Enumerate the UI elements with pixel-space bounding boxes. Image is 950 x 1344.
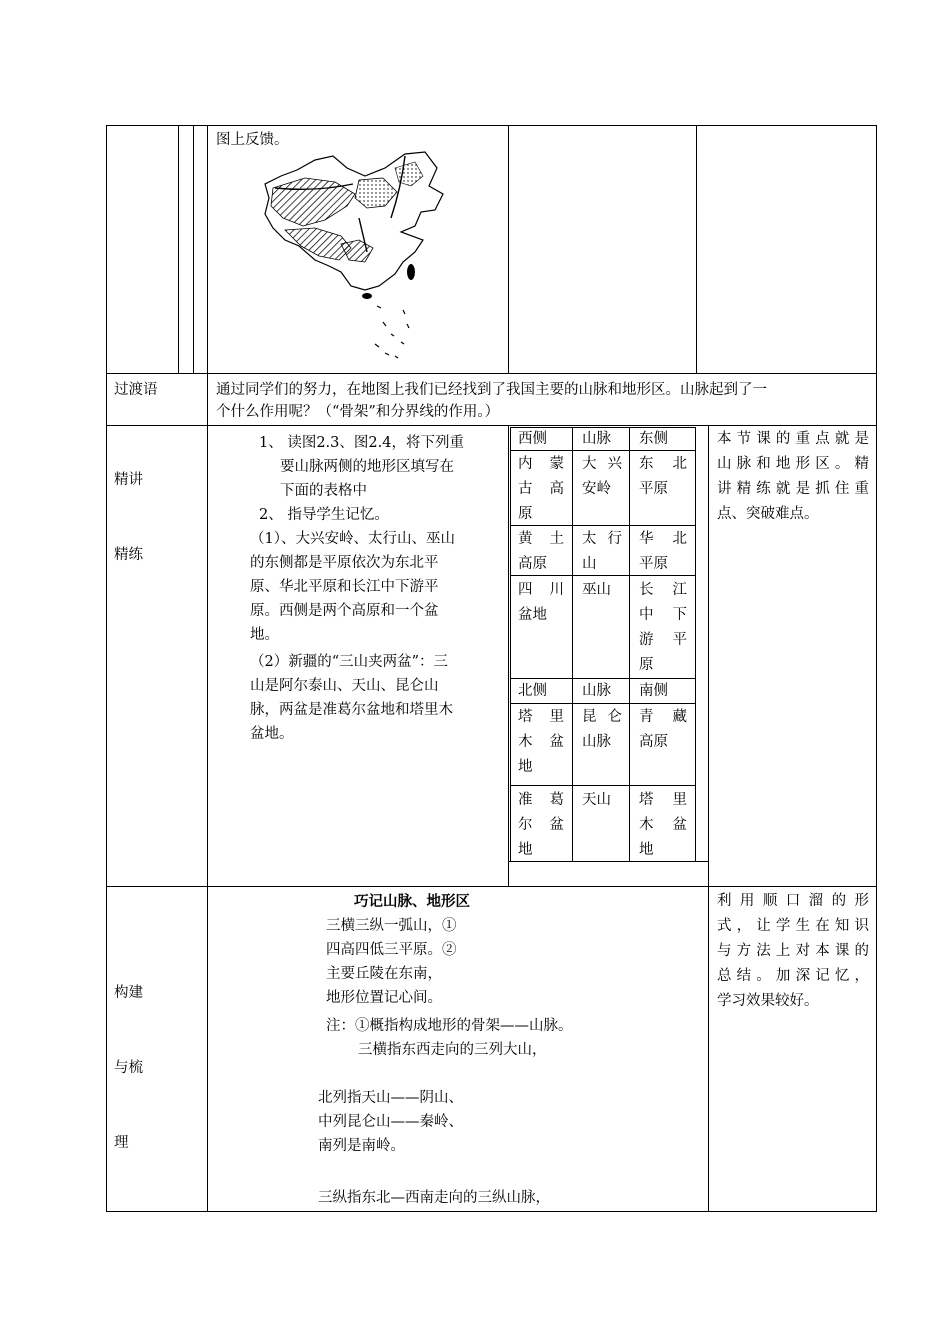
table-header-south: 南侧 xyxy=(639,683,668,699)
row1-col-divider-b xyxy=(193,125,194,374)
table-cell: 天山 xyxy=(582,792,611,808)
table-cell: 内 蒙 古 高 原 xyxy=(518,456,564,522)
table-header-west: 西侧 xyxy=(518,431,547,447)
table-header-mountain: 山脉 xyxy=(582,431,611,447)
memory-note-line: 的东侧都是平原依次为东北平 xyxy=(250,555,439,571)
inner-table-line xyxy=(510,703,696,704)
table-cell: 青 藏 高原 xyxy=(639,709,687,750)
row3-col-divider-c xyxy=(708,425,709,887)
teaching-note: 本节课的重点就是 山脉和地形区。精 讲精练就是抓住重 点、突破难点。 xyxy=(717,431,869,522)
table-cell: 巫山 xyxy=(582,582,611,598)
instruction-line: 2、 指导学生记忆。 xyxy=(259,507,389,523)
row3-col-divider-a xyxy=(207,425,208,887)
table-header-east: 东侧 xyxy=(639,431,668,447)
memory-note-line: 地。 xyxy=(250,627,279,643)
instruction-line: 要山脉两侧的地形区填写在 xyxy=(280,459,454,475)
memory-note-line: 原。西侧是两个高原和一个盆 xyxy=(250,603,439,619)
row-label-transition: 过渡语 xyxy=(114,382,158,398)
table-cell: 太 行 山 xyxy=(582,531,622,572)
row1-col-divider-a xyxy=(178,125,179,374)
memory-note-line: 盆地。 xyxy=(250,726,294,742)
row1-col-divider-e xyxy=(696,125,697,374)
mnemonic-line: 三纵指东北—西南走向的三纵山脉， xyxy=(318,1190,550,1206)
mnemonic-line: 中列昆仑山——秦岭、 xyxy=(318,1114,463,1130)
mnemonic-line: 三横指东西走向的三列大山， xyxy=(358,1042,547,1058)
row-divider-2 xyxy=(106,425,877,426)
row-label-practice: 精练 xyxy=(114,547,143,563)
row-label-lecture: 精讲 xyxy=(114,472,143,488)
inner-table-line xyxy=(695,427,696,862)
table-cell: 塔 里 木 盆 地 xyxy=(639,792,687,858)
memory-note-line: 山是阿尔泰山、天山、昆仑山 xyxy=(250,678,439,694)
table-header-north: 北侧 xyxy=(518,683,547,699)
memory-note-line: 原、华北平原和长江中下游平 xyxy=(250,579,439,595)
memory-note-line: （1）、大兴安岭、太行山、巫山 xyxy=(250,531,455,547)
table-top-border xyxy=(106,125,877,126)
transition-text-line-1: 通过同学们的努力，在地图上我们已经找到了我国主要的山脉和地形区。山脉起到了一 xyxy=(216,382,767,398)
table-cell: 华 北 平原 xyxy=(639,531,687,572)
row4-col-divider-a xyxy=(207,886,208,1212)
row1-col-divider-d xyxy=(508,125,509,374)
row1-col-divider-c xyxy=(207,125,208,374)
row-label-organize: 理 xyxy=(114,1135,129,1151)
table-left-border xyxy=(106,125,107,1212)
memory-note-line: 脉，两盆是准葛尔盆地和塔里木 xyxy=(250,702,453,718)
mnemonic-line: 三横三纵一弧山，① xyxy=(326,918,457,934)
row-label-build: 构建 xyxy=(114,985,143,1001)
row4-col-divider-b xyxy=(708,886,709,1212)
mnemonic-line: 主要丘陵在东南， xyxy=(326,966,442,982)
china-terrain-map xyxy=(255,148,455,363)
row-divider-3 xyxy=(106,886,877,887)
map-caption: 图上反馈。 xyxy=(216,132,289,148)
table-cell: 昆 仑 山脉 xyxy=(582,709,622,750)
inner-table-line xyxy=(572,427,573,862)
inner-table-line xyxy=(510,785,696,786)
mnemonic-line: 南列是南岭。 xyxy=(318,1138,405,1154)
teaching-note: 利用顺口溜的形 式，让学生在知识 与方法上对本课的 总结。加深记忆， 学习效果较好。 xyxy=(717,893,869,1009)
inner-table-line xyxy=(629,427,630,862)
transition-text-line-2: 个什么作用呢？（“骨架”和分界线的作用。） xyxy=(216,404,500,420)
table-cell: 大兴 安岭 xyxy=(582,456,622,497)
table-right-border xyxy=(876,125,877,1212)
table-cell: 东 北 平原 xyxy=(639,456,687,497)
inner-table-line xyxy=(510,427,511,862)
mnemonic-line: 注：①概指构成地形的骨架——山脉。 xyxy=(326,1018,573,1034)
instruction-line: 下面的表格中 xyxy=(280,483,367,499)
row-label-sort: 与梳 xyxy=(114,1060,143,1076)
table-bottom-border xyxy=(106,1211,877,1212)
memory-note-line: （2）新疆的“三山夹两盆”：三 xyxy=(250,654,449,670)
row3-col-divider-b xyxy=(508,425,509,887)
table-cell: 准 葛 尔 盆 地 xyxy=(518,792,564,858)
table-cell: 四 川 盆地 xyxy=(518,582,564,623)
table-header-mountain: 山脉 xyxy=(582,683,611,699)
row2-col-divider xyxy=(207,373,208,426)
mnemonic-line: 北列指天山——阴山、 xyxy=(318,1090,463,1106)
mnemonic-line: 四高四低三平原。② xyxy=(326,942,457,958)
instruction-line: 1、 读图2.3、图2.4，将下列重 xyxy=(259,435,464,451)
mnemonic-line: 地形位置记心间。 xyxy=(326,990,442,1006)
table-cell: 塔 里 木 盆 地 xyxy=(518,709,564,775)
table-cell: 长 江 中 下 游 平 原 xyxy=(639,582,687,673)
row-divider-1 xyxy=(106,373,877,374)
mnemonic-title: 巧记山脉、地形区 xyxy=(354,893,470,910)
table-cell: 黄 土 高原 xyxy=(518,531,564,572)
